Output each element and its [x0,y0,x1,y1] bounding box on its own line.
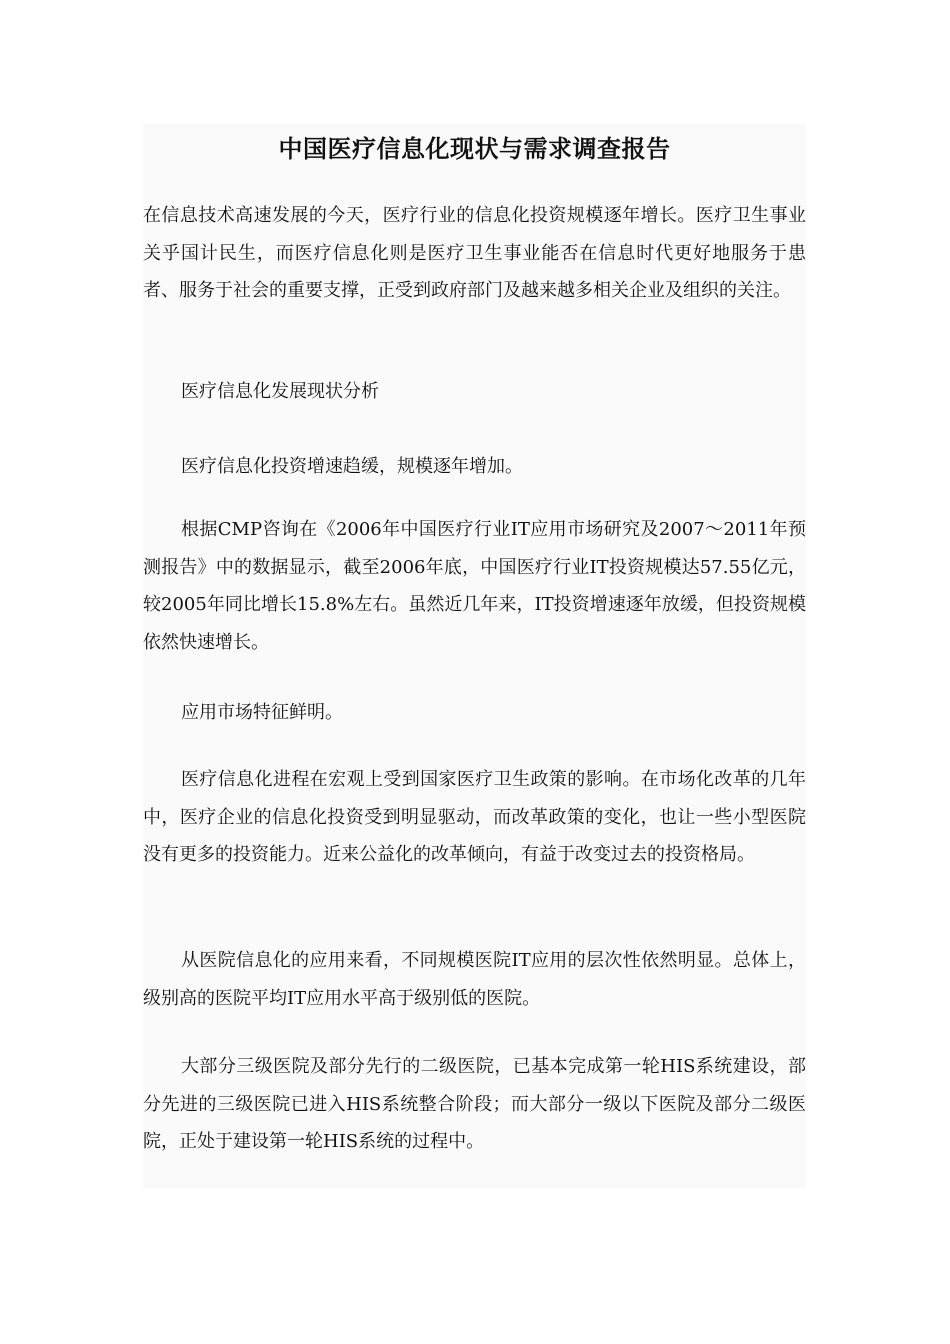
section-heading: 医疗信息化发展现状分析 [181,381,379,402]
his-system-paragraph: 大部分三级医院及部分先行的二级医院，已基本完成第一轮HIS系统建设，部分先进的三级医院已进入HIS系统整合阶段；而大部分一级以下医院及部分二级医院，正处于建设第一轮HIS系统的过程中。 [143,1056,806,1152]
investment-subheading: 医疗信息化投资增速趋缓，规模逐年增加。 [181,456,523,477]
market-subheading: 应用市场特征鲜明。 [181,702,343,723]
policy-paragraph: 医疗信息化进程在宏观上受到国家医疗卫生政策的影响。在市场化改革的几年中，医疗企业的信息化投资受到明显驱动，而改革政策的变化，也让一些小型医院没有更多的投资能力。近来公益化的改革倾向，有益于改变过去的投资格局。 [143,769,806,865]
cmp-data-paragraph: 根据CMP咨询在《2006年中国医疗行业IT应用市场研究及2007～2011年预测报告》中的数据显示，截至2006年底，中国医疗行业IT投资规模达57.55亿元，较2005年同比增长15.8%左右。虽然近几年来，IT投资增速逐年放缓，但投资规模依然快速增长。 [143,519,806,653]
intro-paragraph: 在信息技术高速发展的今天，医疗行业的信息化投资规模逐年增长。医疗卫生事业关乎国计民生，而医疗信息化则是医疗卫生事业能否在信息时代更好地服务于患者、服务于社会的重要支撑，正受到政府部门及越来越多相关企业及组织的关注。 [143,205,806,301]
document-body [143,124,806,1188]
hospital-level-paragraph: 从医院信息化的应用来看，不同规模医院IT应用的层次性依然明显。总体上，级别高的医院平均IT应用水平高于级别低的医院。 [143,950,806,1009]
document-title: 中国医疗信息化现状与需求调查报告 [278,134,671,163]
